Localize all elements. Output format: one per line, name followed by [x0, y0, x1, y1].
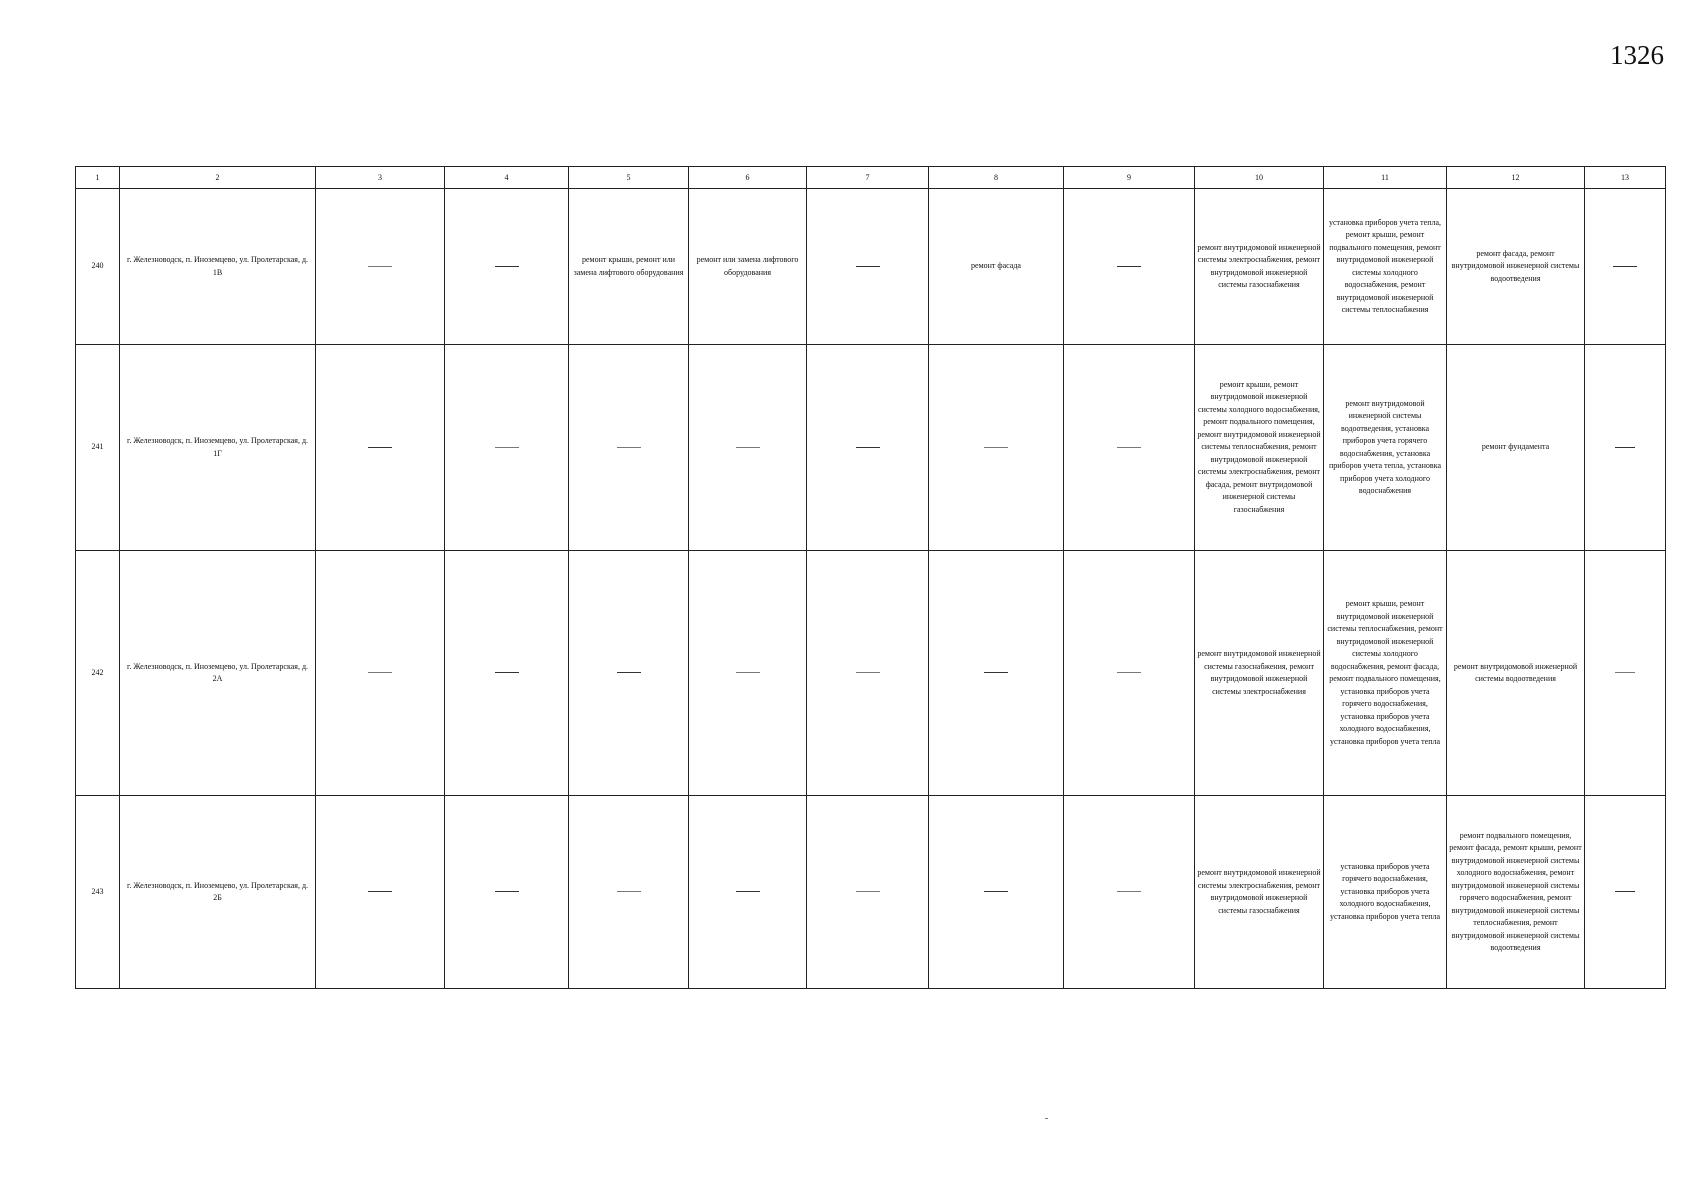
column-header: 11 — [1324, 167, 1447, 189]
empty-cell — [1064, 796, 1195, 989]
dash-mark — [617, 447, 641, 448]
address-cell: г. Железноводск, п. Иноземцево, ул. Пролетарская, д. 1Г — [120, 345, 316, 551]
dash-mark — [617, 891, 641, 892]
dash-mark — [617, 672, 641, 673]
row-number: 243 — [76, 796, 120, 989]
column-header: 2 — [120, 167, 316, 189]
empty-cell — [445, 796, 569, 989]
dash-mark — [984, 672, 1008, 673]
empty-cell — [1064, 189, 1195, 345]
column-header: 10 — [1195, 167, 1324, 189]
works-cell: ремонт крыши, ремонт внутридомовой инженерной системы теплоснабжения, ремонт внутридомовой инженерной системы холодного водоснабжения, ремонт фасада, ремонт подвального помещения, установка приборов учета горячего водоснабжения, установка приборов учета холодного водоснабжения, установка приборов учета тепла — [1324, 551, 1447, 796]
works-cell: установка приборов учета горячего водоснабжения, установка приборов учета холодного водоснабжения, установка приборов учета тепла — [1324, 796, 1447, 989]
dash-mark — [856, 447, 880, 448]
dash-mark — [495, 447, 519, 448]
dash-mark — [1117, 891, 1141, 892]
row-number: 240 — [76, 189, 120, 345]
empty-cell — [1585, 796, 1666, 989]
address-cell: г. Железноводск, п. Иноземцево, ул. Пролетарская, д. 2Б — [120, 796, 316, 989]
dash-mark — [856, 266, 880, 267]
dash-mark — [984, 447, 1008, 448]
table-row — [76, 345, 1666, 551]
empty-cell — [807, 345, 929, 551]
dash-mark — [368, 266, 392, 267]
row-number: 241 — [76, 345, 120, 551]
works-cell: ремонт внутридомовой инженерной системы водоотведения — [1447, 551, 1585, 796]
empty-cell — [929, 345, 1064, 551]
empty-cell — [807, 189, 929, 345]
dash-mark — [1615, 672, 1635, 673]
empty-cell — [1585, 345, 1666, 551]
dash-mark — [1117, 266, 1141, 267]
column-header: 7 — [807, 167, 929, 189]
dash-mark — [1117, 672, 1141, 673]
address-cell: г. Железноводск, п. Иноземцево, ул. Пролетарская, д. 2А — [120, 551, 316, 796]
table-row — [76, 551, 1666, 796]
column-header: 4 — [445, 167, 569, 189]
empty-cell — [569, 796, 689, 989]
column-header: 9 — [1064, 167, 1195, 189]
empty-cell — [1064, 345, 1195, 551]
address-cell: г. Железноводск, п. Иноземцево, ул. Пролетарская, д. 1В — [120, 189, 316, 345]
works-cell: ремонт внутридомовой инженерной системы электроснабжения, ремонт внутридомовой инженерной системы газоснабжения — [1195, 189, 1324, 345]
dash-mark — [368, 672, 392, 673]
works-table — [75, 166, 1666, 989]
empty-cell — [316, 551, 445, 796]
dash-mark — [495, 891, 519, 892]
empty-cell — [445, 551, 569, 796]
scan-speck — [1045, 1118, 1048, 1119]
empty-cell — [689, 796, 807, 989]
works-cell: ремонт фасада — [929, 189, 1064, 345]
dash-mark — [856, 672, 880, 673]
empty-cell — [445, 189, 569, 345]
dash-mark — [1613, 266, 1637, 267]
dash-mark — [368, 447, 392, 448]
works-cell: ремонт подвального помещения, ремонт фасада, ремонт крыши, ремонт внутридомовой инженерной системы холодного водоснабжения, ремонт внутридомовой инженерной системы горячего водоснабжения, ремонт внутридомовой инженерной системы теплоснабжения, ремонт внутридомовой инженерной системы водоотведения — [1447, 796, 1585, 989]
empty-cell — [316, 796, 445, 989]
column-header: 13 — [1585, 167, 1666, 189]
empty-cell — [1585, 189, 1666, 345]
dash-mark — [856, 891, 880, 892]
works-cell: ремонт внутридомовой инженерной системы водоотведения, установка приборов учета горячего водоснабжения, установка приборов учета тепла, установка приборов учета холодного водоснабжения — [1324, 345, 1447, 551]
works-cell: ремонт фундамента — [1447, 345, 1585, 551]
column-header: 8 — [929, 167, 1064, 189]
empty-cell — [445, 345, 569, 551]
empty-cell — [807, 796, 929, 989]
works-cell: ремонт фасада, ремонт внутридомовой инженерной системы водоотведения — [1447, 189, 1585, 345]
empty-cell — [929, 551, 1064, 796]
dash-mark — [736, 891, 760, 892]
row-number: 242 — [76, 551, 120, 796]
works-cell: ремонт внутридомовой инженерной системы газоснабжения, ремонт внутридомовой инженерной системы электроснабжения — [1195, 551, 1324, 796]
dash-mark — [495, 266, 519, 267]
dash-mark — [1615, 891, 1635, 892]
dash-mark — [368, 891, 392, 892]
column-header: 12 — [1447, 167, 1585, 189]
works-cell: ремонт внутридомовой инженерной системы электроснабжения, ремонт внутридомовой инженерной системы газоснабжения — [1195, 796, 1324, 989]
table-row — [76, 796, 1666, 989]
empty-cell — [316, 345, 445, 551]
empty-cell — [929, 796, 1064, 989]
dash-mark — [736, 447, 760, 448]
dash-mark — [984, 891, 1008, 892]
dash-mark — [1117, 447, 1141, 448]
dash-mark — [495, 672, 519, 673]
column-number-row — [76, 167, 1666, 189]
column-header: 1 — [76, 167, 120, 189]
table-row — [76, 189, 1666, 345]
works-cell: ремонт крыши, ремонт или замена лифтового оборудования — [569, 189, 689, 345]
empty-cell — [569, 551, 689, 796]
empty-cell — [689, 551, 807, 796]
empty-cell — [1064, 551, 1195, 796]
column-header: 3 — [316, 167, 445, 189]
empty-cell — [316, 189, 445, 345]
empty-cell — [689, 345, 807, 551]
works-cell: ремонт крыши, ремонт внутридомовой инженерной системы холодного водоснабжения, ремонт подвального помещения, ремонт внутридомовой инженерной системы теплоснабжения, ремонт внутридомовой инженерной системы электроснабжения, ремонт фасада, ремонт внутридомовой инженерной системы газоснабжения — [1195, 345, 1324, 551]
works-cell: ремонт или замена лифтового оборудования — [689, 189, 807, 345]
dash-mark — [736, 672, 760, 673]
works-cell: установка приборов учета тепла, ремонт крыши, ремонт подвального помещения, ремонт внутридомовой инженерной системы холодного водоснабжения, ремонт внутридомовой инженерной системы теплоснабжения — [1324, 189, 1447, 345]
empty-cell — [1585, 551, 1666, 796]
page-number: 1326 — [1610, 40, 1664, 70]
dash-mark — [1615, 447, 1635, 448]
column-header: 5 — [569, 167, 689, 189]
column-header: 6 — [689, 167, 807, 189]
empty-cell — [807, 551, 929, 796]
empty-cell — [569, 345, 689, 551]
